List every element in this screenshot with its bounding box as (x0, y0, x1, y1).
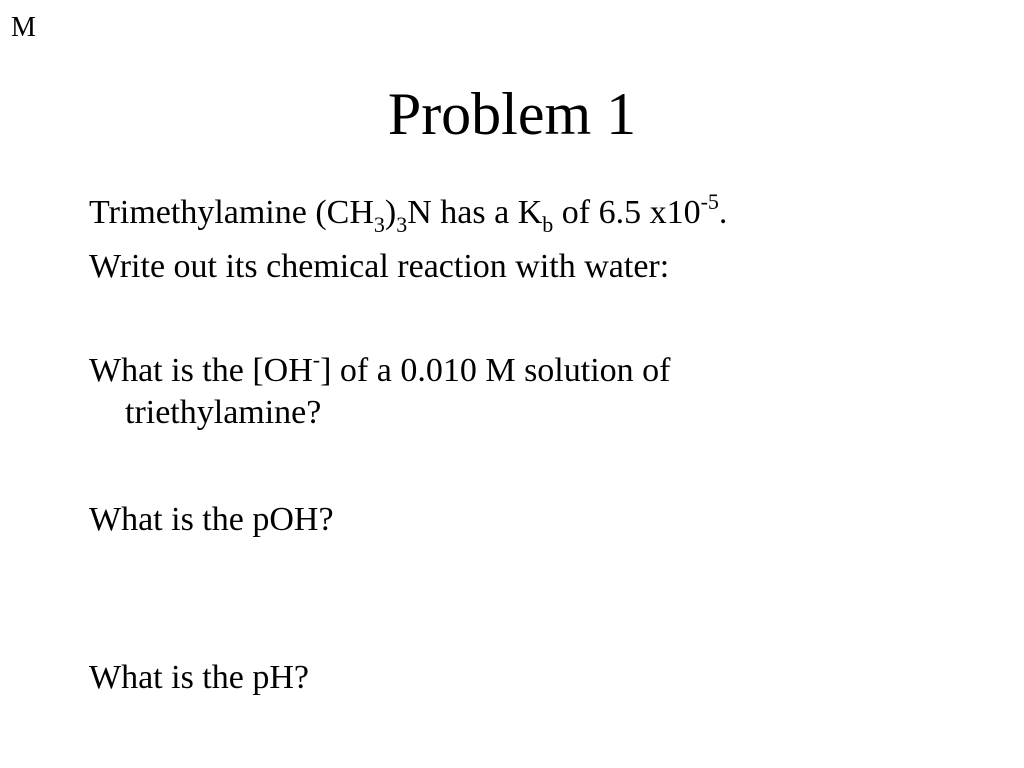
text-segment: of 6.5 x10 (553, 194, 701, 231)
reaction-prompt: Write out its chemical reaction with water: (89, 248, 670, 285)
superscript: -5 (700, 189, 719, 214)
poh-question: What is the pOH? (89, 501, 334, 538)
text-segment: ) (384, 194, 397, 231)
corner-mark: M (11, 12, 36, 43)
slide-title: Problem 1 (387, 81, 637, 147)
text-segment: Trimethylamine (CH (89, 194, 374, 231)
text-segment: ] of a 0.010 M solution of (320, 352, 671, 389)
text-segment: . (718, 194, 728, 231)
text-segment: What is the [OH (89, 352, 313, 389)
text-segment: triethylamine? (125, 394, 322, 431)
subscript: 3 (373, 212, 385, 237)
subscript: 3 (396, 212, 408, 237)
problem-statement-line (89, 189, 949, 237)
superscript: - (312, 347, 321, 372)
ph-question: What is the pH? (89, 659, 309, 696)
subscript: b (542, 212, 554, 237)
hydroxide-question (89, 347, 985, 434)
text-segment: N has a K (407, 194, 543, 231)
